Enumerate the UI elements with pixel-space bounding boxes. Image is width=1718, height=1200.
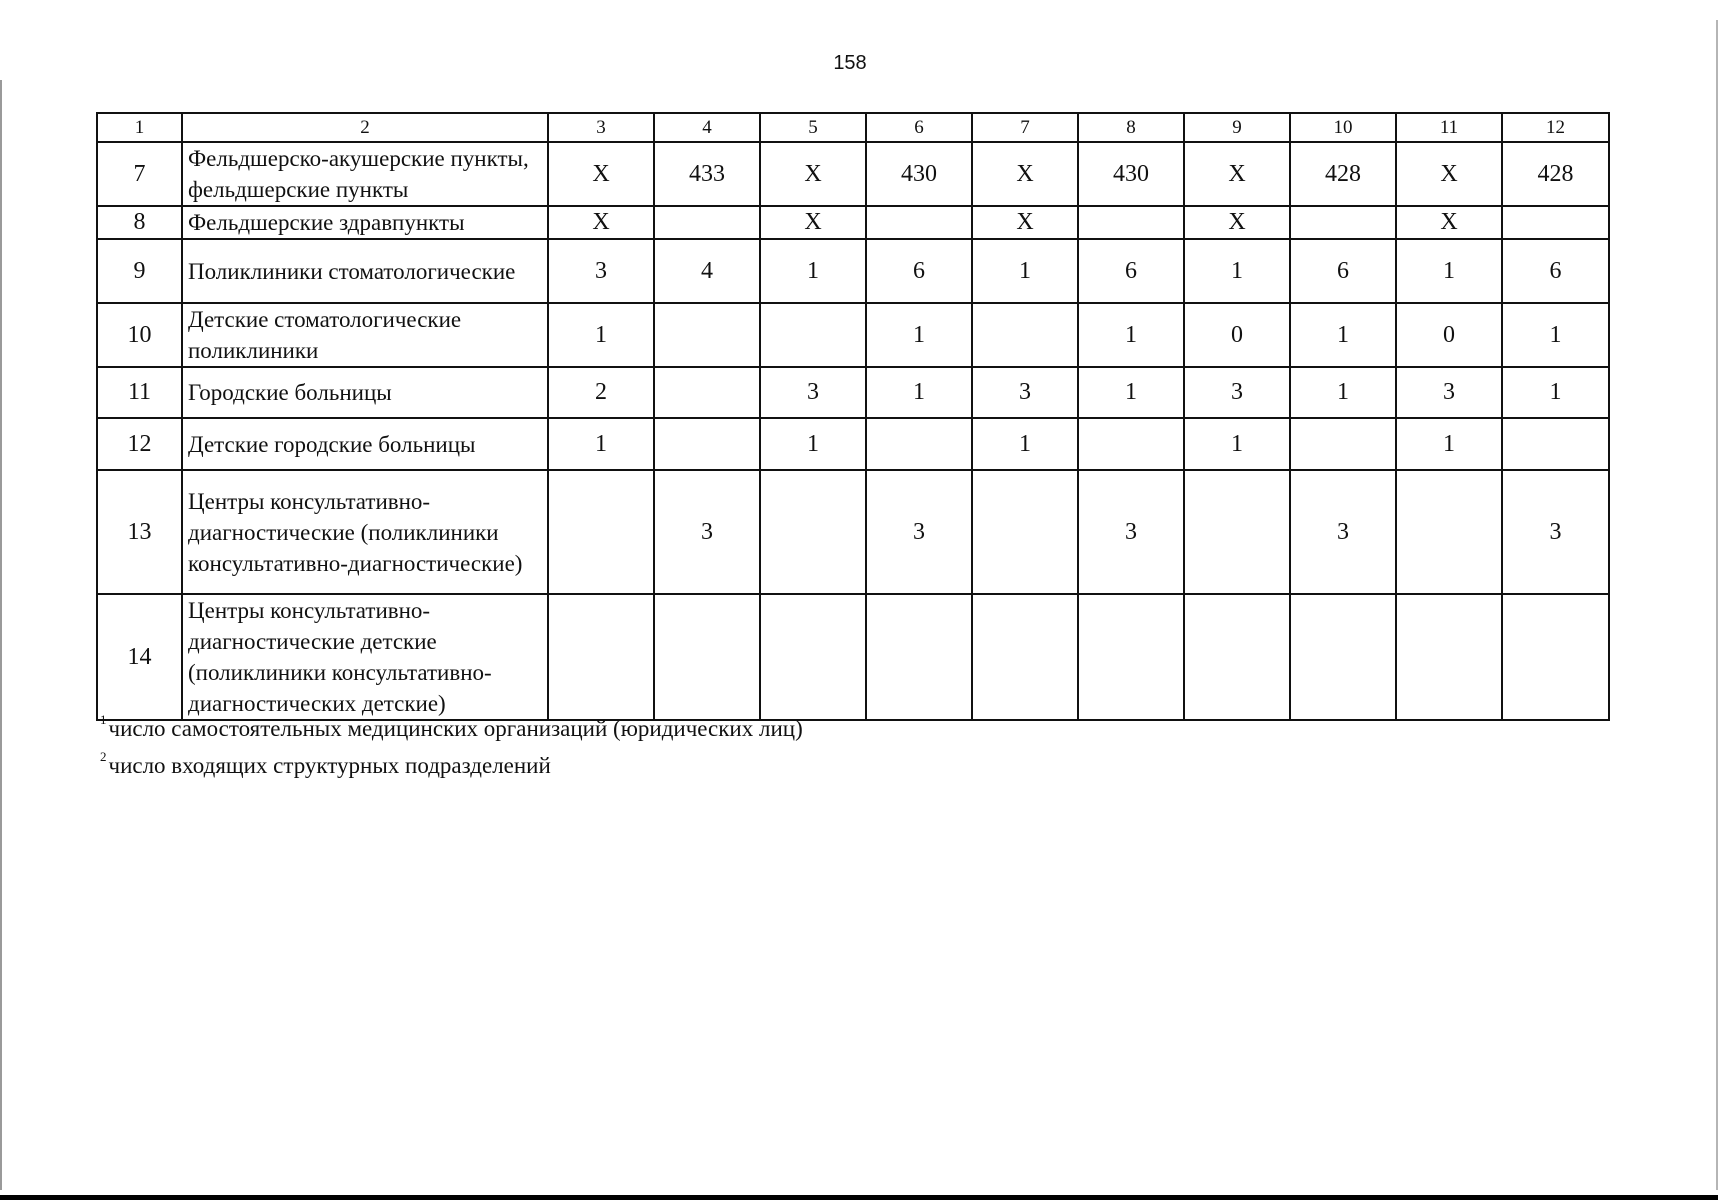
column-header: 10: [1290, 113, 1396, 142]
table-cell: [654, 367, 760, 418]
column-header: 12: [1502, 113, 1609, 142]
table-cell: 3: [654, 470, 760, 594]
table-cell: 1: [1502, 303, 1609, 367]
column-header: 8: [1078, 113, 1184, 142]
scan-bottom-band: [0, 1195, 1718, 1200]
table-row: [97, 303, 1609, 367]
row-number: 12: [97, 418, 182, 470]
row-label: Фельдшерские здравпункты: [182, 206, 548, 239]
data-table: [96, 112, 1610, 721]
column-header: 2: [182, 113, 548, 142]
table-cell: [1290, 206, 1396, 239]
table-body: [97, 142, 1609, 720]
table-cell: X: [760, 142, 866, 206]
table-cell: 0: [1396, 303, 1502, 367]
footnote-2: [100, 749, 803, 779]
table-row: [97, 142, 1609, 206]
table-cell: [548, 594, 654, 720]
table-cell: [1502, 206, 1609, 239]
table-cell: [760, 594, 866, 720]
table-cell: 4: [654, 239, 760, 303]
table-cell: X: [760, 206, 866, 239]
table-cell: 1: [1078, 303, 1184, 367]
table-cell: [654, 594, 760, 720]
table-cell: 6: [866, 239, 972, 303]
column-header: 1: [97, 113, 182, 142]
footnotes: [100, 712, 803, 790]
row-number: 7: [97, 142, 182, 206]
scan-left-edge: [0, 80, 2, 1190]
table-cell: [972, 470, 1078, 594]
table-cell: [654, 303, 760, 367]
table-cell: [1396, 594, 1502, 720]
table-cell: 1: [1396, 418, 1502, 470]
row-number: 9: [97, 239, 182, 303]
column-header: 3: [548, 113, 654, 142]
table-cell: [1502, 594, 1609, 720]
table-cell: X: [1184, 206, 1290, 239]
table-cell: X: [548, 206, 654, 239]
column-header: 6: [866, 113, 972, 142]
column-header: 11: [1396, 113, 1502, 142]
table-cell: [866, 206, 972, 239]
table-cell: [548, 470, 654, 594]
table-cell: [654, 418, 760, 470]
table-cell: 1: [1078, 367, 1184, 418]
table-cell: 3: [548, 239, 654, 303]
table-cell: 6: [1078, 239, 1184, 303]
table-cell: 1: [760, 239, 866, 303]
table-cell: 1: [1184, 418, 1290, 470]
table-cell: 3: [1290, 470, 1396, 594]
table-cell: 3: [1396, 367, 1502, 418]
table-cell: [1184, 470, 1290, 594]
table-cell: X: [1396, 142, 1502, 206]
row-number: 11: [97, 367, 182, 418]
table-cell: [1184, 594, 1290, 720]
table-cell: X: [972, 142, 1078, 206]
table-cell: [1396, 470, 1502, 594]
row-label: Детские стоматологические поликлиники: [182, 303, 548, 367]
table-cell: X: [548, 142, 654, 206]
table-cell: 1: [866, 367, 972, 418]
table-cell: 6: [1502, 239, 1609, 303]
table-cell: [866, 418, 972, 470]
table-cell: 1: [760, 418, 866, 470]
row-number: 10: [97, 303, 182, 367]
table-cell: [1078, 418, 1184, 470]
table-cell: 3: [760, 367, 866, 418]
table-cell: 1: [1502, 367, 1609, 418]
column-header: 9: [1184, 113, 1290, 142]
table-cell: 1: [548, 303, 654, 367]
table-cell: [1078, 594, 1184, 720]
table-cell: X: [1184, 142, 1290, 206]
row-number: 14: [97, 594, 182, 720]
row-label: Центры консультативно-диагностические детские (поликлиники консультативно-диагностических детские): [182, 594, 548, 720]
table-header-row: [97, 113, 1609, 142]
table-cell: 430: [1078, 142, 1184, 206]
table-cell: 1: [1184, 239, 1290, 303]
table-cell: 3: [1184, 367, 1290, 418]
table-cell: 1: [972, 418, 1078, 470]
row-number: 8: [97, 206, 182, 239]
table-cell: 3: [972, 367, 1078, 418]
page-number: 158: [833, 52, 867, 74]
table-row: [97, 470, 1609, 594]
column-header: 4: [654, 113, 760, 142]
table-cell: 1: [866, 303, 972, 367]
table-cell: X: [1396, 206, 1502, 239]
table-cell: 0: [1184, 303, 1290, 367]
footnote-text: число входящих структурных подразделений: [108, 753, 551, 778]
table-cell: [760, 303, 866, 367]
table-cell: 3: [1078, 470, 1184, 594]
table-cell: X: [972, 206, 1078, 239]
table-cell: [1290, 594, 1396, 720]
row-label: Поликлиники стоматологические: [182, 239, 548, 303]
table-cell: 1: [1290, 367, 1396, 418]
footnote-text: число самостоятельных медицинских организаций (юридических лиц): [108, 716, 803, 741]
table-cell: 2: [548, 367, 654, 418]
table-cell: 433: [654, 142, 760, 206]
row-label: Фельдшерско-акушерские пункты, фельдшерские пункты: [182, 142, 548, 206]
table-row: [97, 367, 1609, 418]
table-cell: 428: [1502, 142, 1609, 206]
table-cell: 1: [972, 239, 1078, 303]
table-cell: [654, 206, 760, 239]
table-cell: [972, 594, 1078, 720]
footnote-marker: 1: [100, 712, 107, 727]
table-cell: 1: [1290, 303, 1396, 367]
table-cell: [972, 303, 1078, 367]
table-cell: [1078, 206, 1184, 239]
table-cell: 430: [866, 142, 972, 206]
table-cell: 1: [1396, 239, 1502, 303]
table-row: [97, 418, 1609, 470]
table-cell: 6: [1290, 239, 1396, 303]
table-row: [97, 594, 1609, 720]
column-header: 7: [972, 113, 1078, 142]
table-cell: 3: [1502, 470, 1609, 594]
table-cell: 1: [548, 418, 654, 470]
table-row: [97, 239, 1609, 303]
footnote-1: [100, 712, 803, 742]
footnote-marker: 2: [100, 749, 107, 764]
table-cell: [1290, 418, 1396, 470]
column-header: 5: [760, 113, 866, 142]
table-cell: 3: [866, 470, 972, 594]
row-number: 13: [97, 470, 182, 594]
table-container: [96, 112, 1608, 721]
table-cell: [866, 594, 972, 720]
row-label: Детские городские больницы: [182, 418, 548, 470]
table-cell: [760, 470, 866, 594]
row-label: Городские больницы: [182, 367, 548, 418]
table-cell: 428: [1290, 142, 1396, 206]
row-label: Центры консультативно-диагностические (поликлиники консультативно-диагностические): [182, 470, 548, 594]
table-row: [97, 206, 1609, 239]
table-cell: [1502, 418, 1609, 470]
